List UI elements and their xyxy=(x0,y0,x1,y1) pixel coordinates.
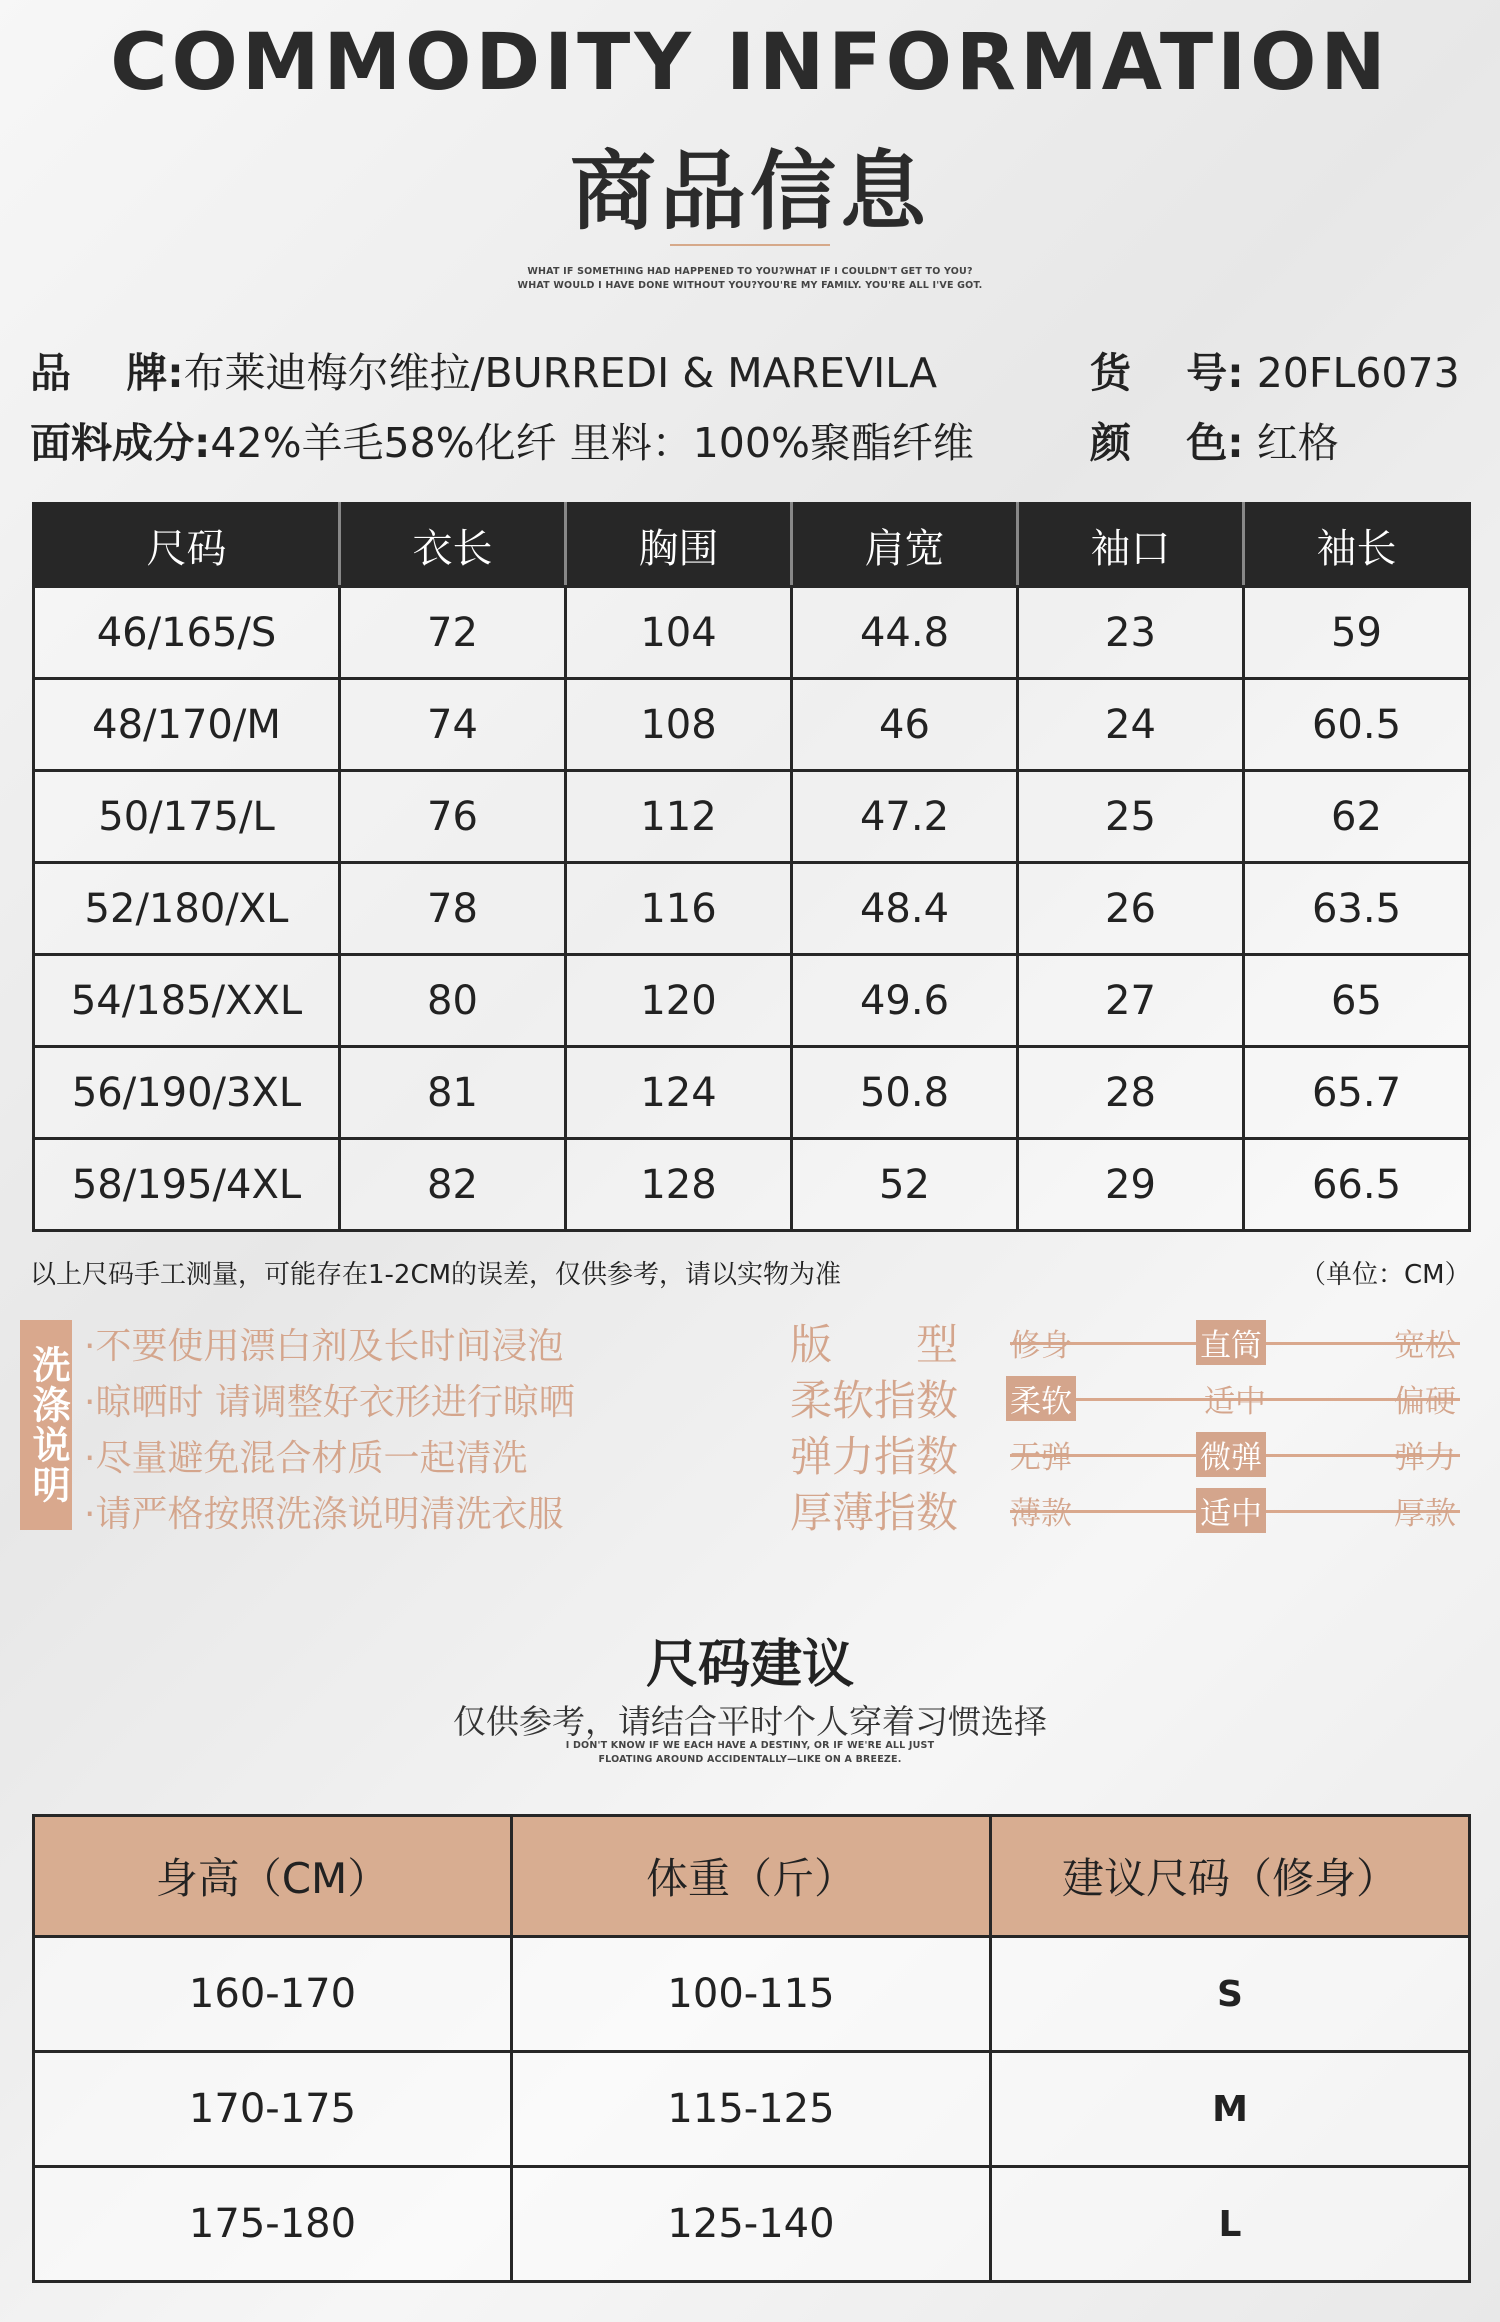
header-length: 衣长 xyxy=(340,504,566,587)
brand-value: 布莱迪梅尔维拉/BURREDI & MAREVILA xyxy=(183,349,937,397)
table-cell: 100-115 xyxy=(512,1937,991,2052)
size-table-header xyxy=(34,504,1470,587)
table-cell: 50/175/L xyxy=(34,771,340,863)
recommend-subtitle: 仅供参考，请结合平时个人穿着习惯选择 xyxy=(453,1702,1047,1741)
measurement-note: 以上尺码手工测量，可能存在1-2CM的误差，仅供参考，请以实物为准 xyxy=(30,1260,842,1290)
index-option-selected: 适中 xyxy=(1196,1488,1266,1533)
washing-item: ·不要使用漂白剂及长时间浸泡 xyxy=(84,1326,564,1367)
table-cell: 50.8 xyxy=(792,1047,1018,1139)
fabric-value: 42%羊毛58%化纤 里料：100%聚酯纤维 xyxy=(210,419,974,467)
table-cell: 46 xyxy=(792,679,1018,771)
index-option-selected: 直筒 xyxy=(1196,1320,1266,1365)
table-cell: 56/190/3XL xyxy=(34,1047,340,1139)
header-height: 身高（CM） xyxy=(34,1816,512,1937)
title-chinese: 商品信息 xyxy=(570,142,930,242)
index-option: 弹力 xyxy=(1394,1440,1456,1476)
washing-item: ·晾晒时 请调整好衣形进行晾晒 xyxy=(84,1382,575,1423)
table-cell: M xyxy=(991,2052,1470,2167)
table-cell: 112 xyxy=(566,771,792,863)
table-cell: 44.8 xyxy=(792,587,1018,679)
sku-value: 20FL6073 xyxy=(1256,349,1460,397)
color-label: 颜 色: xyxy=(1090,419,1244,467)
table-cell: 47.2 xyxy=(792,771,1018,863)
table-cell: 24 xyxy=(1018,679,1244,771)
table-cell: 48.4 xyxy=(792,863,1018,955)
table-cell: 74 xyxy=(340,679,566,771)
table-cell: 128 xyxy=(566,1139,792,1231)
table-cell: 175-180 xyxy=(34,2167,512,2282)
info-row-fabric xyxy=(30,410,1470,470)
table-cell: 26 xyxy=(1018,863,1244,955)
table-cell: 81 xyxy=(340,1047,566,1139)
table-row xyxy=(34,2052,1470,2167)
table-cell: 76 xyxy=(340,771,566,863)
sku-group xyxy=(1090,340,1460,399)
header-cuff: 袖口 xyxy=(1018,504,1244,587)
table-cell: 124 xyxy=(566,1047,792,1139)
table-cell: 82 xyxy=(340,1139,566,1231)
table-cell: 160-170 xyxy=(34,1937,512,2052)
fabric-label: 面料成分: xyxy=(30,419,211,467)
header-sleeve: 袖长 xyxy=(1244,504,1470,587)
index-label-elasticity: 弹力指数 xyxy=(790,1432,959,1481)
index-label-fit: 版 型 xyxy=(790,1320,959,1369)
index-option-selected: 柔软 xyxy=(1006,1376,1076,1421)
table-row xyxy=(34,1047,1470,1139)
table-row xyxy=(34,955,1470,1047)
table-cell: 80 xyxy=(340,955,566,1047)
table-cell: 54/185/XXL xyxy=(34,955,340,1047)
table-cell: 59 xyxy=(1244,587,1470,679)
header-weight: 体重（斤） xyxy=(512,1816,991,1937)
index-option: 偏硬 xyxy=(1394,1384,1456,1420)
color-value: 红格 xyxy=(1256,419,1339,467)
header-chest: 胸围 xyxy=(566,504,792,587)
table-cell: 52 xyxy=(792,1139,1018,1231)
table-row xyxy=(34,1139,1470,1231)
washing-item: ·尽量避免混合材质一起清洗 xyxy=(84,1438,528,1479)
index-label-softness: 柔软指数 xyxy=(790,1376,959,1425)
table-cell: 78 xyxy=(340,863,566,955)
tagline-line-2: WHAT WOULD I HAVE DONE WITHOUT YOU?YOU'RE MY FAMILY. YOU'RE ALL I'VE GOT. xyxy=(517,280,983,291)
table-cell: 23 xyxy=(1018,587,1244,679)
header-suggested-size: 建议尺码（修身） xyxy=(991,1816,1470,1937)
table-cell: 116 xyxy=(566,863,792,955)
table-cell: 62 xyxy=(1244,771,1470,863)
table-cell: 52/180/XL xyxy=(34,863,340,955)
washing-badge: 洗涤说明 xyxy=(20,1320,72,1530)
table-cell: 60.5 xyxy=(1244,679,1470,771)
header-size: 尺码 xyxy=(34,504,340,587)
tagline-line-1: WHAT IF SOMETHING HAD HAPPENED TO YOU?WHAT IF I COULDN'T GET TO YOU? xyxy=(527,266,973,277)
table-cell: 49.6 xyxy=(792,955,1018,1047)
recommend-tagline-1: I DON'T KNOW IF WE EACH HAVE A DESTINY, OR IF WE'RE ALL JUST xyxy=(565,1740,935,1751)
table-row xyxy=(34,1937,1470,2052)
table-row xyxy=(34,679,1470,771)
table-cell: S xyxy=(991,1937,1470,2052)
header-shoulder: 肩宽 xyxy=(792,504,1018,587)
table-cell: 120 xyxy=(566,955,792,1047)
index-option: 无弹 xyxy=(1010,1440,1072,1476)
recommend-tagline-2: FLOATING AROUND ACCIDENTALLY—LIKE ON A BREEZE. xyxy=(598,1754,902,1765)
washing-item: ·请严格按照洗涤说明清洗衣服 xyxy=(84,1494,564,1535)
color-group xyxy=(1090,410,1339,469)
index-option: 适中 xyxy=(1204,1384,1266,1420)
table-cell: 27 xyxy=(1018,955,1244,1047)
table-cell: 63.5 xyxy=(1244,863,1470,955)
table-cell: 29 xyxy=(1018,1139,1244,1231)
table-cell: 48/170/M xyxy=(34,679,340,771)
table-cell: 58/195/4XL xyxy=(34,1139,340,1231)
index-option-selected: 微弹 xyxy=(1196,1432,1266,1477)
table-cell: 108 xyxy=(566,679,792,771)
table-cell: 115-125 xyxy=(512,2052,991,2167)
index-option: 修身 xyxy=(1010,1328,1072,1364)
table-cell: 25 xyxy=(1018,771,1244,863)
unit-note: （单位：CM） xyxy=(1300,1260,1471,1290)
index-option: 薄款 xyxy=(1010,1496,1072,1532)
table-cell: 28 xyxy=(1018,1047,1244,1139)
recommend-table xyxy=(32,1814,1471,2283)
table-row xyxy=(34,771,1470,863)
size-table xyxy=(32,502,1471,1232)
title-divider xyxy=(670,244,830,246)
recommend-table-header xyxy=(34,1816,1470,1937)
index-label-thickness: 厚薄指数 xyxy=(790,1488,959,1537)
title-english: COMMODITY INFORMATION xyxy=(110,18,1390,108)
info-row-brand xyxy=(30,340,1470,400)
table-cell: 65.7 xyxy=(1244,1047,1470,1139)
index-option: 宽松 xyxy=(1394,1328,1456,1364)
table-row xyxy=(34,863,1470,955)
table-cell: L xyxy=(991,2167,1470,2282)
table-cell: 170-175 xyxy=(34,2052,512,2167)
table-row xyxy=(34,587,1470,679)
sku-label: 货 号: xyxy=(1090,349,1244,397)
table-cell: 104 xyxy=(566,587,792,679)
table-row xyxy=(34,2167,1470,2282)
table-cell: 66.5 xyxy=(1244,1139,1470,1231)
index-option: 厚款 xyxy=(1394,1496,1456,1532)
table-cell: 46/165/S xyxy=(34,587,340,679)
table-cell: 72 xyxy=(340,587,566,679)
table-cell: 125-140 xyxy=(512,2167,991,2282)
brand-label: 品 牌: xyxy=(30,349,184,397)
recommend-title: 尺码建议 xyxy=(645,1635,854,1695)
table-cell: 65 xyxy=(1244,955,1470,1047)
